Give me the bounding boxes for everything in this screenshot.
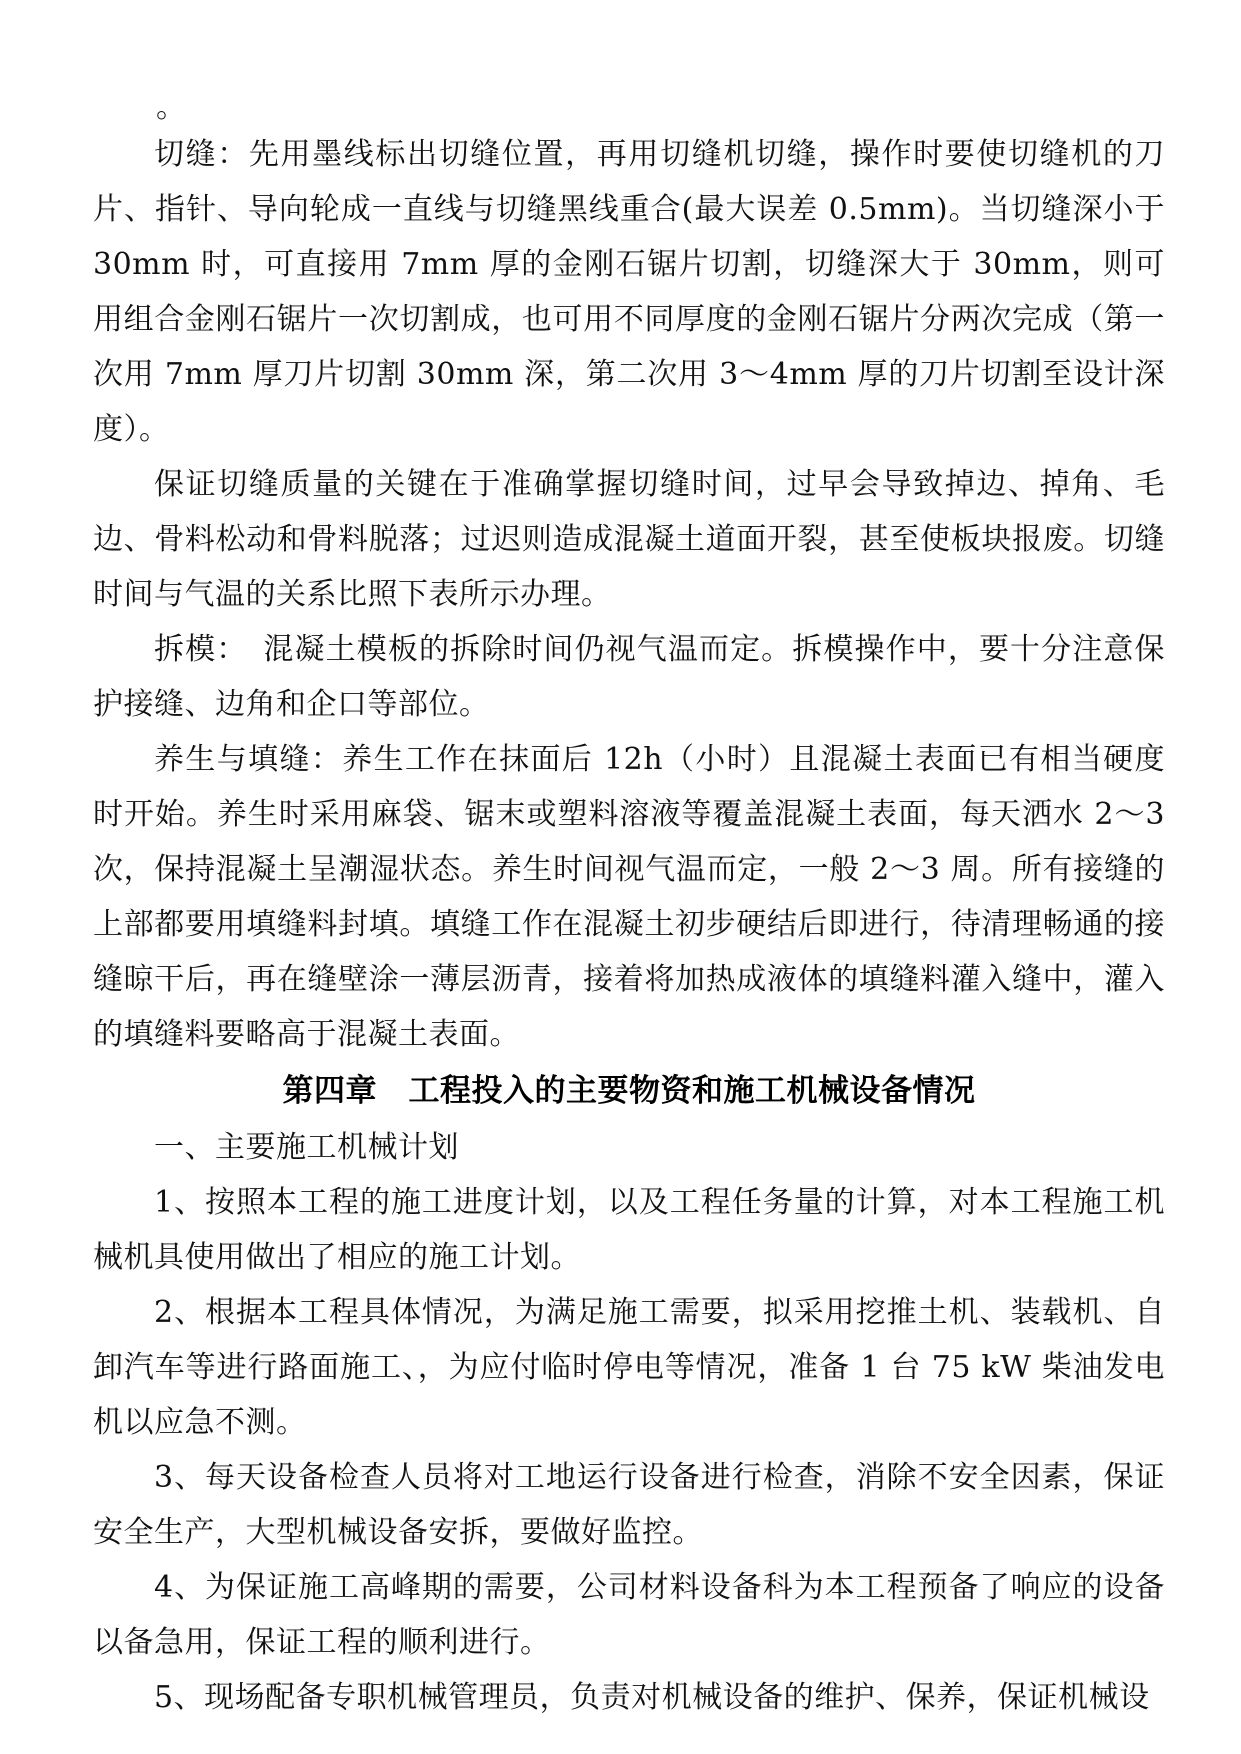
chapter-heading: 第四章 工程投入的主要物资和施工机械设备情况 bbox=[282, 1073, 976, 1109]
paragraph-cutting-joints: 切缝：先用墨线标出切缝位置，再用切缝机切缝，操作时要使切缝机的刀片、指针、导向轮成一直线与切缝黑线重合(最大误差 0.5mm)。当切缝深小于 30mm 时，可直接用 7mm 厚的金刚石锯片切割，切缝深大于 30mm，则可用组合金刚石锯片一次切割成，也可用不同厚度的金刚石锯片分两次完成（第一次用 7mm 厚刀片切割 30mm 深，第二次用 3～4mm 厚的刀片切割至设计深度）。 bbox=[93, 137, 1165, 447]
paragraph-formwork-removal: 拆模： 混凝土模板的拆除时间仍视气温而定。拆模操作中，要十分注意保护接缝、边角和企口等部位。 bbox=[93, 632, 1165, 722]
section-heading: 一、主要施工机械计划 bbox=[154, 1130, 459, 1165]
paragraph-curing-and-filling: 养生与填缝：养生工作在抹面后 12h（小时）且混凝土表面已有相当硬度时开始。养生时采用麻袋、锯末或塑料溶液等覆盖混凝土表面，每天洒水 2～3 次，保持混凝土呈潮湿状态。养生时间视气温而定，一般 2～3 周。所有接缝的上部都要用填缝料封填。填缝工作在混凝土初步硬结后即进行，待清理畅通的接缝晾干后，再在缝壁涂一薄层沥青，接着将加热成液体的填缝料灌入缝中，灌入的填缝料要略高于混凝土表面。 bbox=[93, 742, 1165, 1052]
list-item: 1、按照本工程的施工进度计划，以及工程任务量的计算，对本工程施工机械机具使用做出了相应的施工计划。 bbox=[93, 1185, 1165, 1275]
stray-punctuation: 。 bbox=[156, 90, 186, 125]
document-body bbox=[93, 127, 1165, 1725]
list-item: 2、根据本工程具体情况，为满足施工需要，拟采用挖推土机、装载机、自卸汽车等进行路面施工、，为应付临时停电等情况，准备 1 台 75 kW 柴油发电机以应急不测。 bbox=[93, 1295, 1165, 1440]
list-item: 4、为保证施工高峰期的需要，公司材料设备科为本工程预备了响应的设备以备急用，保证工程的顺利进行。 bbox=[93, 1570, 1165, 1660]
paragraph-cutting-quality: 保证切缝质量的关键在于准确掌握切缝时间，过早会导致掉边、掉角、毛边、骨料松动和骨料脱落；过迟则造成混凝土道面开裂，甚至使板块报废。切缝时间与气温的关系比照下表所示办理。 bbox=[93, 467, 1165, 612]
list-item: 5、现场配备专职机械管理员，负责对机械设备的维护、保养，保证机械设 bbox=[154, 1680, 1150, 1715]
list-item: 3、每天设备检查人员将对工地运行设备进行检查，消除不安全因素，保证安全生产，大型机械设备安拆，要做好监控。 bbox=[93, 1460, 1165, 1550]
